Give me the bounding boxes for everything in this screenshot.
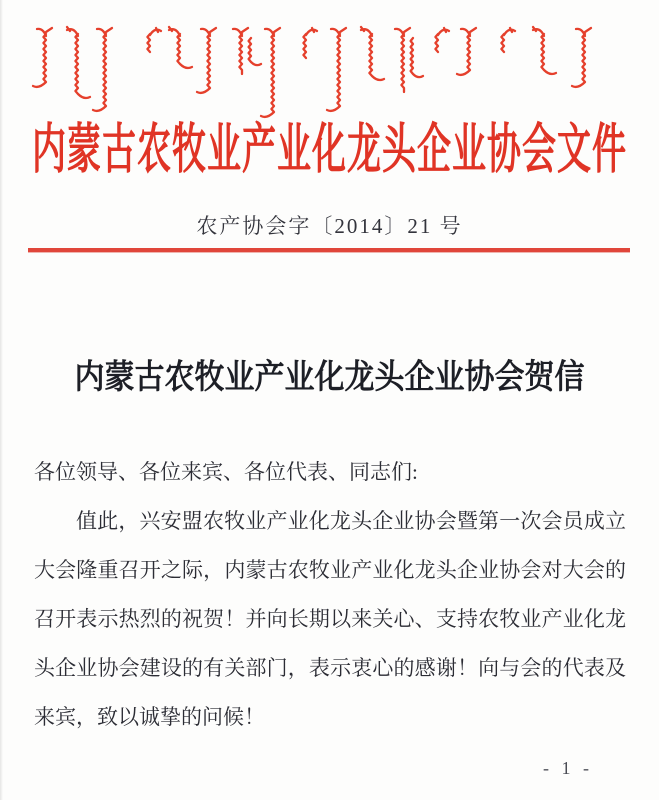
letter-body [34, 448, 626, 742]
document-number: 农产协会字〔2014〕21 号 [196, 214, 463, 238]
salutation: 各位领导、各位来宾、各位代表、同志们: [34, 460, 418, 484]
page-number: - 1 - [543, 758, 593, 778]
letter-title: 内蒙古农牧业产业化龙头企业协会贺信 [74, 359, 585, 397]
letterhead-title: 内蒙古农牧业产业化龙头企业协会文件 [32, 121, 627, 181]
letter-paragraph: 值此，兴安盟农牧业产业化龙头企业协会暨第一次会员成立大会隆重召开之际，内蒙古农牧业产业化龙头企业协会对大会的召开表示热烈的祝贺！并向长期以来关心、支持农牧业产业化龙头企业协会建设的有关部门，表示衷心的感谢！向与会的代表及来宾，致以诚挚的问候！ [34, 509, 626, 729]
red-divider-rule [28, 248, 630, 252]
